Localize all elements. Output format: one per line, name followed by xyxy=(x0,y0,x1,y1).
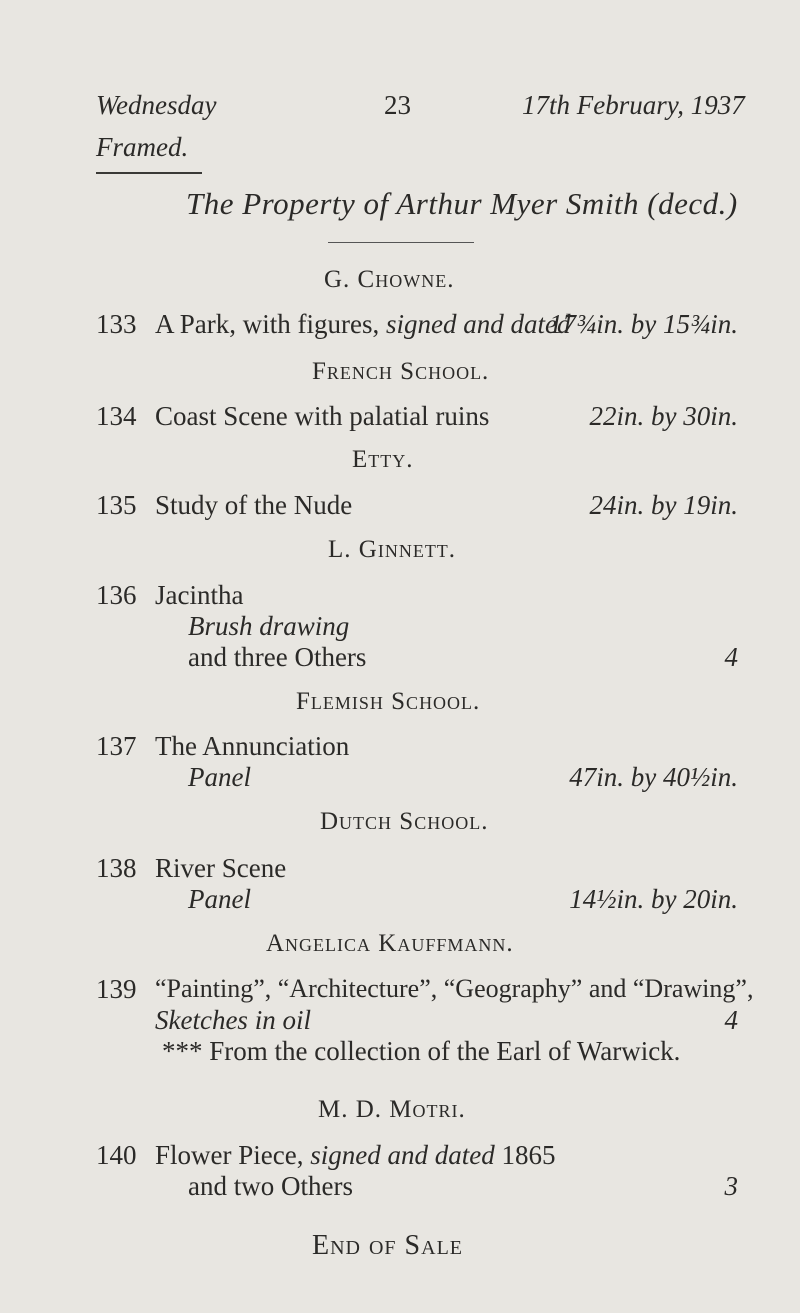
provenance-note: *** From the collection of the Earl of Warwick. xyxy=(162,1036,681,1066)
lot-description xyxy=(155,1140,555,1171)
artist-heading: L. Ginnett. xyxy=(328,536,457,563)
lot-medium: Brush drawing xyxy=(188,611,350,641)
section-underline xyxy=(96,172,202,174)
lot-description: “Painting”, “Architecture”, “Geography” and “Drawing”, xyxy=(155,974,754,1003)
header-page-number: 23 xyxy=(384,90,411,120)
lot-medium: Panel xyxy=(188,762,251,792)
lot-number: 139 xyxy=(96,974,137,1004)
lot-medium: Sketches in oil xyxy=(155,1005,311,1035)
header-day: Wednesday xyxy=(96,90,217,120)
lot-number: 135 xyxy=(96,490,137,520)
lot-description: River Scene xyxy=(155,853,287,883)
lot-number: 137 xyxy=(96,731,137,761)
lot-number: 134 xyxy=(96,401,137,431)
lot-size: 14½in. by 20in. xyxy=(569,884,738,914)
lot-size: 22in. by 30in. xyxy=(589,401,738,431)
lot-description: Jacintha xyxy=(155,580,244,610)
school-heading: French School. xyxy=(312,358,490,385)
artist-heading: Angelica Kauffmann. xyxy=(266,930,514,957)
lot-description: Coast Scene with palatial ruins xyxy=(155,401,490,431)
lot-description xyxy=(155,309,570,340)
lot-number: 140 xyxy=(96,1140,137,1170)
lot-number: 138 xyxy=(96,853,137,883)
header-date: 17th February, 1937 xyxy=(522,90,745,120)
artist-heading: G. Chowne. xyxy=(324,266,455,293)
lot-title: Flower Piece, xyxy=(155,1140,304,1170)
title-divider xyxy=(328,242,474,243)
section-label: Framed. xyxy=(96,132,189,162)
lot-number: 136 xyxy=(96,580,137,610)
lot-size: 47in. by 40½in. xyxy=(569,762,738,792)
lot-description: The Annunciation xyxy=(155,731,350,761)
school-heading: Flemish School. xyxy=(296,688,481,715)
lot-size: 4 xyxy=(724,642,738,672)
lot-size: 17¾in. by 15¾in. xyxy=(549,309,738,339)
lot-title-italic: signed and dated xyxy=(385,309,571,339)
lot-title-year: 1865 xyxy=(501,1140,556,1170)
lot-size: 3 xyxy=(724,1171,738,1201)
lot-extra: and two Others xyxy=(188,1171,353,1201)
end-of-sale: End of Sale xyxy=(312,1230,464,1261)
school-heading: Dutch School. xyxy=(320,808,489,835)
artist-heading: Etty. xyxy=(352,446,414,473)
lot-title: A Park, with figures, xyxy=(155,309,380,339)
collection-title: The Property of Arthur Myer Smith (decd.) xyxy=(186,186,738,221)
lot-title-italic: signed and dated xyxy=(310,1140,495,1170)
lot-size: 4 xyxy=(724,1005,738,1035)
lot-description: Study of the Nude xyxy=(155,490,353,520)
lot-extra: and three Others xyxy=(188,642,367,672)
lot-size: 24in. by 19in. xyxy=(589,490,738,520)
lot-medium: Panel xyxy=(188,884,251,914)
artist-heading: M. D. Motri. xyxy=(318,1096,466,1123)
lot-number: 133 xyxy=(96,309,137,339)
